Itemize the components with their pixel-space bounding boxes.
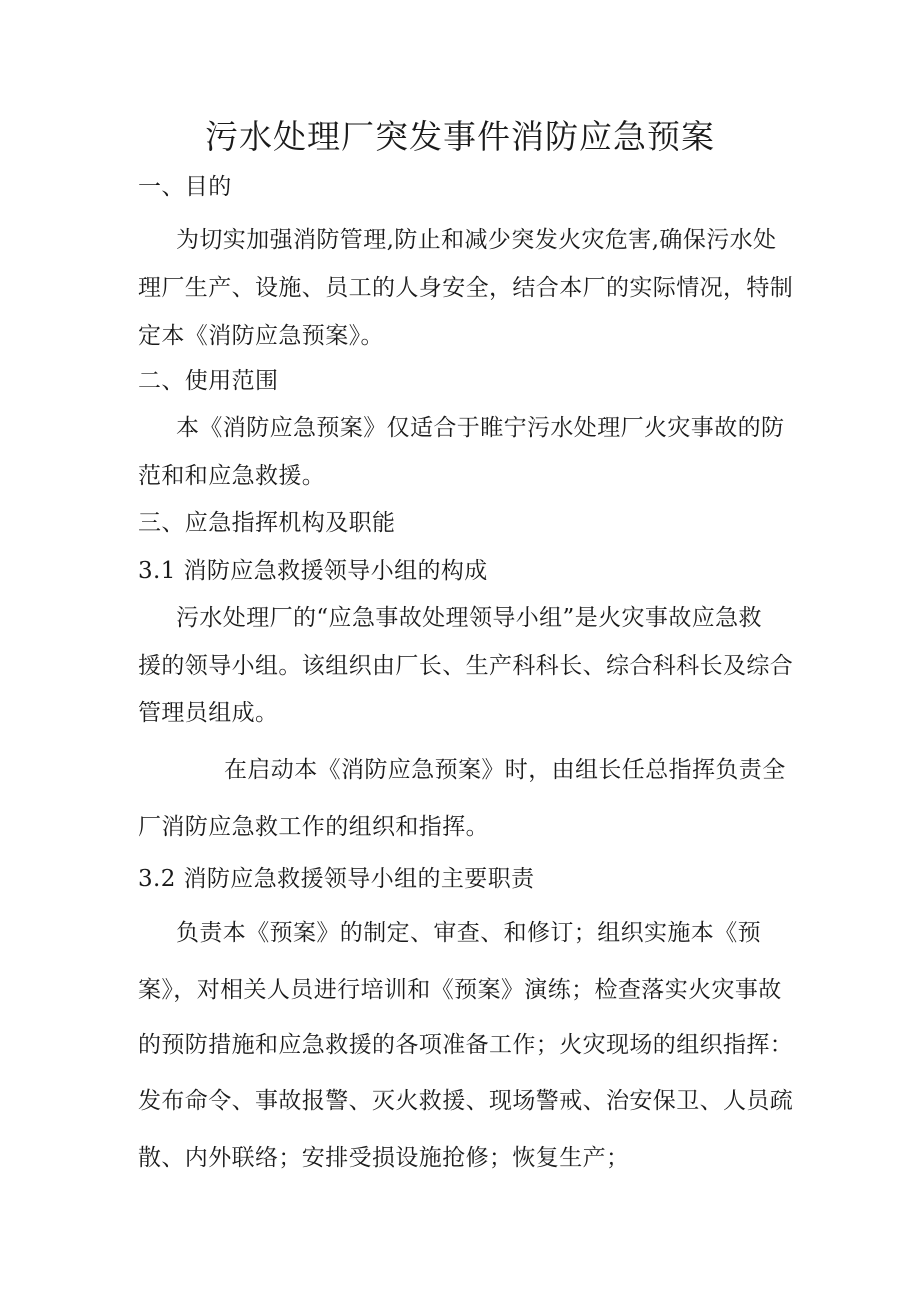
section-heading-purpose: 一、目的: [138, 174, 232, 200]
paragraph-line: 为切实加强消防管理,防止和减少突发火灾危害,确保污水处: [176, 227, 777, 253]
subsection-heading-3-1: 3.1 消防应急救援领导小组的构成: [138, 558, 488, 584]
section-heading-scope: 二、使用范围: [138, 368, 279, 394]
document-title: 污水处理厂突发事件消防应急预案: [205, 117, 715, 156]
paragraph-line: 管理员组成。: [138, 700, 279, 726]
paragraph-line: 在启动本《消防应急预案》时，由组长任总指挥负责全: [224, 757, 786, 783]
paragraph-line: 案》，对相关人员进行培训和《预案》演练；检查落实火灾事故: [138, 977, 782, 1003]
paragraph-line: 援的领导小组。该组织由厂长、生产科科长、综合科科长及综合: [138, 653, 794, 679]
paragraph-line: 散、内外联络；安排受损设施抢修；恢复生产；: [138, 1145, 630, 1171]
subsection-heading-3-2: 3.2 消防应急救援领导小组的主要职责: [138, 866, 535, 892]
paragraph-line: 理厂生产、设施、员工的人身安全，结合本厂的实际情况，特制: [138, 275, 794, 301]
paragraph-line: 发布命令、事故报警、灭火救援、现场警戒、治安保卫、人员疏: [138, 1088, 794, 1114]
paragraph-line: 厂消防应急救工作的组织和指挥。: [138, 814, 489, 840]
section-heading-command: 三、应急指挥机构及职能: [138, 510, 396, 536]
paragraph-line: 的预防措施和应急救援的各项准备工作；火灾现场的组织指挥：: [138, 1032, 794, 1058]
paragraph-line: 负责本《预案》的制定、审查、和修订；组织实施本《预: [176, 920, 761, 946]
paragraph-line: 定本《消防应急预案》。: [138, 323, 384, 349]
paragraph-line: 范和和应急救援。: [138, 463, 326, 489]
paragraph-line: 本《消防应急预案》仅适合于睢宁污水处理厂火灾事故的防: [176, 415, 785, 441]
paragraph-line: 污水处理厂的“应急事故处理领导小组”是火灾事故应急救: [176, 605, 762, 631]
